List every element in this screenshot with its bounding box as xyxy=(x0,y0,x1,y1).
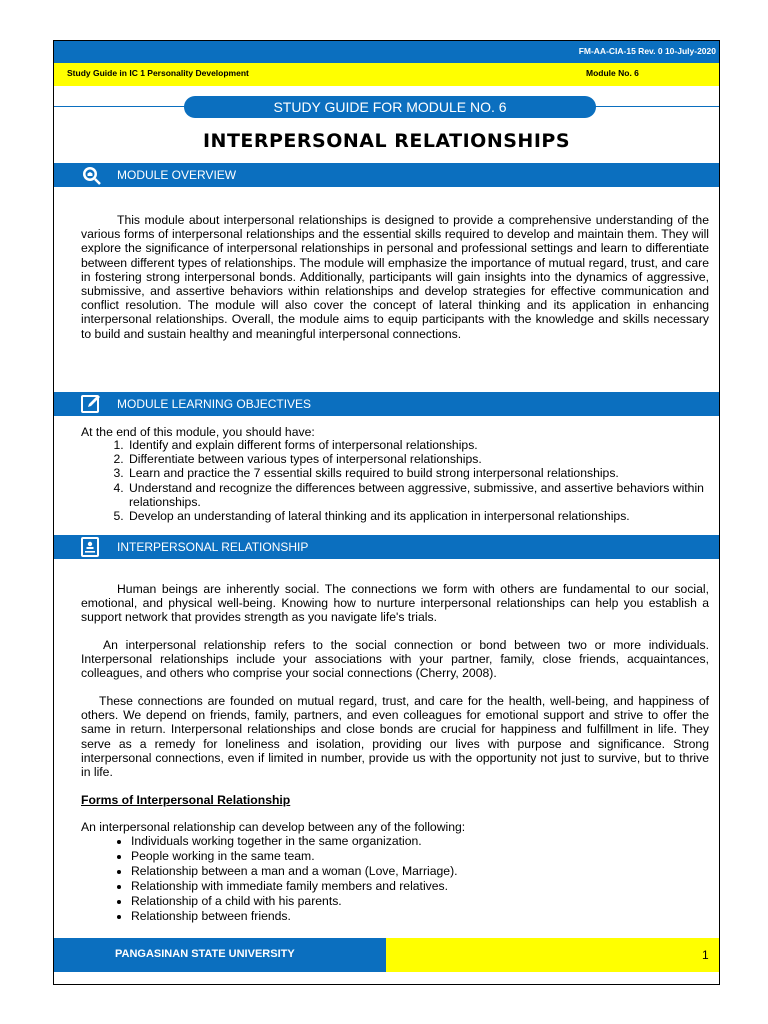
form-code: FM-AA-CIA-15 Rev. 0 10-July-2020 xyxy=(578,46,716,56)
forms-list xyxy=(81,834,681,924)
objectives-intro: At the end of this module, you should have: xyxy=(81,425,315,439)
document-title: INTERPERSONAL RELATIONSHIPS xyxy=(202,130,571,152)
list-item: • Relationship between friends. xyxy=(131,909,681,924)
study-guide-label: Study Guide in IC 1 Personality Development xyxy=(67,68,249,78)
page-number: 1 xyxy=(702,948,709,962)
list-item: • People working in the same team. xyxy=(131,849,681,864)
interpersonal-paragraph-1: Human beings are inherently social. The connections we form with others are fundamental to our social, emotional, and physical well-being. Knowing how to nurture interpersonal relationships can help you establish a support network that provides strength as you navigate life's trials. xyxy=(81,582,709,625)
interpersonal-paragraph-3: These connections are founded on mutual regard, trust, and care for the health, well-being, and happiness of others. We depend on friends, family, partners, and even colleagues for emotional support and strive to offer the same in return. Interpersonal relationships and close bonds are crucial for happiness and fulfillment in life. They serve as a remedy for loneliness and isolation, providing our lives with purpose and significance. Strong interpersonal connections, even if limited in number, provide us with the opportunity not just to survive, but to thrive in life. xyxy=(81,694,709,780)
contact-card-icon xyxy=(80,537,102,557)
list-item: • Relationship between a man and a woman (Love, Marriage). xyxy=(131,864,681,879)
footer-yellow-band xyxy=(386,938,719,972)
interpersonal-paragraph-2: An interpersonal relationship refers to the social connection or bond between two or more individuals. Interpersonal relationships include your associations with your partner, family, close friends, acquaintances, colleagues, and others who comprise your social connections (Cherry, 2008). xyxy=(81,638,709,681)
section-heading-interpersonal: INTERPERSONAL RELATIONSHIP xyxy=(117,540,309,554)
module-pill-title: STUDY GUIDE FOR MODULE NO. 6 xyxy=(184,96,596,118)
section-bar-objectives xyxy=(54,392,719,416)
list-item: • Relationship of a child with his parents. xyxy=(131,894,681,909)
section-heading-overview: MODULE OVERVIEW xyxy=(117,168,237,182)
list-item: • Individuals working together in the same organization. xyxy=(131,834,681,849)
list-item: 5. Develop an understanding of lateral thinking and its application in interpersonal relationships. xyxy=(127,509,709,523)
forms-intro: An interpersonal relationship can develop between any of the following: xyxy=(81,820,466,834)
list-item: 3. Learn and practice the 7 essential skills required to build strong interpersonal relationships. xyxy=(127,466,709,480)
module-number-label: Module No. 6 xyxy=(586,68,639,78)
objectives-list xyxy=(81,438,709,523)
overview-paragraph: This module about interpersonal relationships is designed to provide a comprehensive understanding of the various forms of interpersonal relationships and the essential skills required to develop and maintain them. They will explore the significance of interpersonal relationships in personal and professional settings and learn to differentiate between different types of relationships. The module will emphasize the importance of mutual regard, trust, and care in fostering strong interpersonal bonds. Additionally, participants will gain insights into the dynamics of aggressive, submissive, and assertive behaviors within relationships and develop strategies for effective communication and conflict resolution. The module will also cover the concept of lateral thinking and its application in enhancing interpersonal relationships. Overall, the module aims to equip participants with the knowledge and skills necessary to build and sustain healthy and meaningful interpersonal connections. xyxy=(81,213,709,341)
list-item: • Relationship with immediate family members and relatives. xyxy=(131,879,681,894)
section-bar-overview xyxy=(54,163,719,187)
section-bar-interpersonal xyxy=(54,535,719,559)
section-heading-objectives: MODULE LEARNING OBJECTIVES xyxy=(117,397,312,411)
list-item: 2. Differentiate between various types of interpersonal relationships. xyxy=(127,452,709,466)
edit-icon xyxy=(80,394,102,414)
search-icon xyxy=(80,165,102,185)
footer-university-name: PANGASINAN STATE UNIVERSITY xyxy=(115,948,295,960)
list-item: 4. Understand and recognize the differences between aggressive, submissive, and assertive behaviors within relationships. xyxy=(127,481,709,509)
list-item: 1. Identify and explain different forms of interpersonal relationships. xyxy=(127,438,709,452)
forms-heading: Forms of Interpersonal Relationship xyxy=(81,793,291,807)
